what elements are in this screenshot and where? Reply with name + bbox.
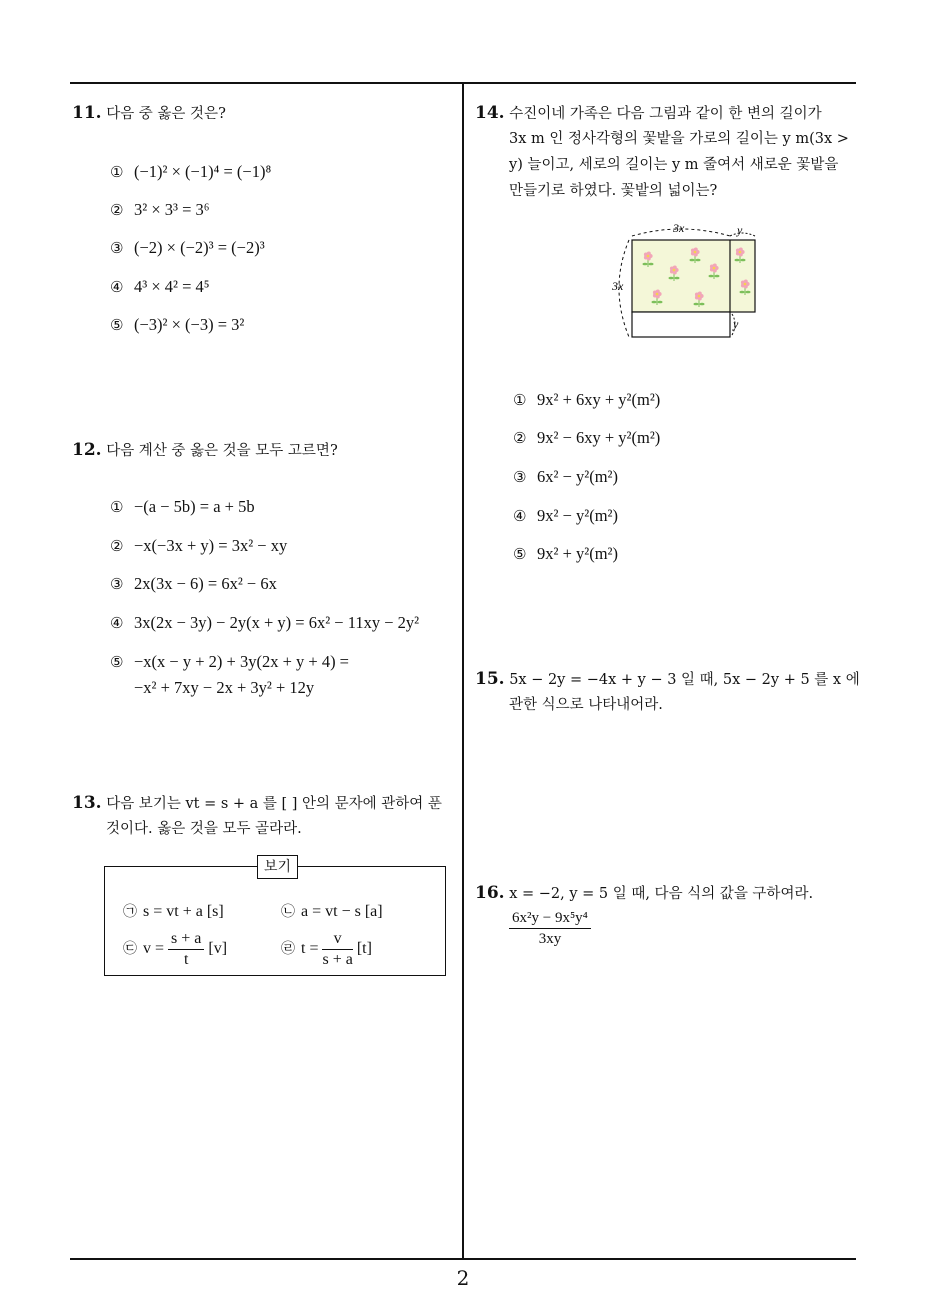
- garden-removed-strip: [632, 312, 730, 337]
- question-15-line2: [509, 692, 663, 718]
- choice-expr: (−1)² × (−1)⁴ = (−1)⁸: [134, 162, 272, 181]
- fraction-numerator: 6x²y − 9x⁵y⁴: [509, 908, 591, 929]
- question-number: 14.: [475, 103, 505, 123]
- q11-choice-2[interactable]: [110, 200, 210, 220]
- label-top-right-y: y: [737, 223, 743, 237]
- choice-expr: 4³ × 4² = 4⁵: [134, 277, 210, 296]
- choice-mark: ③: [513, 468, 527, 486]
- bogi-title: 보기: [257, 855, 298, 879]
- q11-choice-1[interactable]: [110, 162, 271, 182]
- question-14: [475, 100, 822, 127]
- fraction-numerator: v: [322, 929, 352, 950]
- q12-choice-2[interactable]: [110, 536, 287, 556]
- bogi-tag: [v]: [208, 940, 228, 958]
- bogi-mark: ㉡: [281, 904, 295, 920]
- question-text-line3: y) 늘이고, 세로의 길이는 y m 줄여서 새로운 꽃밭을: [509, 157, 839, 173]
- choice-expr: −x(−3x + y) = 3x² − xy: [134, 536, 288, 555]
- q14-choice-3[interactable]: [513, 467, 618, 487]
- choice-mark: ④: [110, 614, 124, 632]
- bogi-box: [104, 859, 446, 976]
- question-12: [72, 437, 338, 464]
- question-number: 11.: [72, 103, 102, 123]
- choice-mark: ①: [513, 391, 527, 409]
- q12-choice-3[interactable]: [110, 574, 277, 594]
- choice-mark: ①: [110, 163, 124, 181]
- bogi-tag: [t]: [356, 940, 372, 958]
- bogi-fraction: [322, 929, 352, 970]
- choice-mark: ②: [110, 201, 124, 219]
- q11-choice-5[interactable]: [110, 315, 244, 335]
- fraction-denominator: s + a: [322, 951, 353, 968]
- question-11: [72, 100, 226, 127]
- bogi-item-2[interactable]: [281, 901, 383, 921]
- choice-expr: 9x² + y²(m²): [537, 544, 618, 563]
- page-number: 2: [456, 1266, 470, 1290]
- question-text-line2: 관한 식으로 나타내어라.: [509, 697, 663, 713]
- bogi-lhs: v =: [143, 940, 165, 958]
- choice-mark: ④: [110, 278, 124, 296]
- bogi-expr: s = vt + a [s]: [143, 903, 224, 920]
- bogi-item-4[interactable]: [281, 929, 372, 970]
- label-top-3x: 3x: [673, 221, 685, 235]
- question-13: [72, 790, 457, 817]
- choice-mark: ③: [110, 575, 124, 593]
- question-14-line4: [509, 178, 717, 204]
- bogi-lhs: t =: [301, 940, 319, 958]
- choice-expr: 2x(3x − 6) = 6x² − 6x: [134, 574, 277, 593]
- question-13-line2: [106, 816, 302, 842]
- fraction-denominator: t: [183, 951, 189, 968]
- choice-expr: (−3)² × (−3) = 3²: [134, 315, 245, 334]
- choice-mark: ⑤: [110, 653, 124, 671]
- question-text: 다음 계산 중 옳은 것을 모두 고르면?: [106, 443, 338, 459]
- choice-expr: −x(x − y + 2) + 3y(2x + y + 4) =: [134, 652, 349, 671]
- bogi-mark: ㉠: [123, 904, 137, 920]
- choice-mark: ④: [513, 507, 527, 525]
- choice-expr: (−2) × (−2)³ = (−2)³: [134, 238, 265, 257]
- choice-expr: 9x² + 6xy + y²(m²): [537, 390, 661, 409]
- bogi-mark: ㉣: [281, 941, 295, 958]
- choice-expr: 9x² − 6xy + y²(m²): [537, 428, 661, 447]
- question-text-line2: 3x m 인 정사각형의 꽃밭을 가로의 길이는 y m(3x >: [509, 131, 849, 147]
- garden-figure: [605, 218, 765, 346]
- choice-mark: ①: [110, 498, 124, 516]
- fraction-denominator: 3xy: [538, 931, 562, 947]
- question-text-line2: 것이다. 옳은 것을 모두 골라라.: [106, 821, 302, 837]
- question-text-line1: 다음 보기는 vt = s + a 를 [ ] 안의 문자에 관하여 푼: [106, 796, 442, 812]
- question-14-line2: [509, 126, 849, 152]
- q11-choice-4[interactable]: [110, 277, 210, 297]
- question-text: x = −2, y = 5 일 때, 다음 식의 값을 구하여라.: [509, 886, 814, 902]
- question-number: 16.: [475, 883, 505, 903]
- q11-choice-3[interactable]: [110, 238, 265, 258]
- choice-mark: ②: [513, 429, 527, 447]
- choice-expr-continued: −x² + 7xy − 2x + 3y² + 12y: [134, 678, 315, 697]
- question-text-line1: 수진이네 가족은 다음 그림과 같이 한 변의 길이가: [509, 106, 822, 122]
- question-text-line1: 5x − 2y = −4x + y − 3 일 때, 5x − 2y + 5 를 x 에: [509, 672, 860, 688]
- question-number: 15.: [475, 669, 505, 689]
- q12-choice-1[interactable]: [110, 497, 255, 517]
- q12-choice-5[interactable]: [110, 652, 349, 672]
- q12-choice-5-line2: [134, 678, 314, 698]
- label-left-3x: 3x: [612, 279, 624, 293]
- question-number: 13.: [72, 793, 102, 813]
- choice-mark: ⑤: [513, 545, 527, 563]
- choice-mark: ③: [110, 239, 124, 257]
- q14-choice-5[interactable]: [513, 544, 618, 564]
- choice-expr: 3x(2x − 3y) − 2y(x + y) = 6x² − 11xy − 2y²: [134, 613, 420, 632]
- label-bottom-right-y: y: [733, 317, 739, 331]
- dimension-top-y: [730, 233, 755, 236]
- bogi-mark: ㉢: [123, 941, 137, 958]
- column-divider: [462, 84, 464, 1260]
- q14-choice-4[interactable]: [513, 506, 618, 526]
- question-16: [475, 880, 813, 907]
- choice-expr: −(a − 5b) = a + 5b: [134, 497, 255, 516]
- question-text-line4: 만들기로 하였다. 꽃밭의 넓이는?: [509, 183, 718, 199]
- choice-mark: ⑤: [110, 316, 124, 334]
- question-14-line3: [509, 152, 838, 178]
- fraction-numerator: s + a: [168, 929, 204, 950]
- bogi-item-1[interactable]: [123, 901, 224, 921]
- choice-mark: ②: [110, 537, 124, 555]
- bogi-fraction: [168, 929, 204, 970]
- choice-expr: 3² × 3³ = 3⁶: [134, 200, 210, 219]
- bogi-item-3[interactable]: [123, 929, 227, 970]
- choice-expr: 6x² − y²(m²): [537, 467, 618, 486]
- question-text: 다음 중 옳은 것은?: [106, 106, 226, 122]
- q16-fraction: [509, 908, 591, 949]
- q14-choice-1[interactable]: [513, 390, 660, 410]
- question-15: [475, 666, 860, 693]
- choice-expr: 9x² − y²(m²): [537, 506, 618, 525]
- question-number: 12.: [72, 440, 102, 460]
- q12-choice-4[interactable]: [110, 613, 419, 633]
- q14-choice-2[interactable]: [513, 428, 660, 448]
- bogi-expr: a = vt − s [a]: [301, 903, 383, 920]
